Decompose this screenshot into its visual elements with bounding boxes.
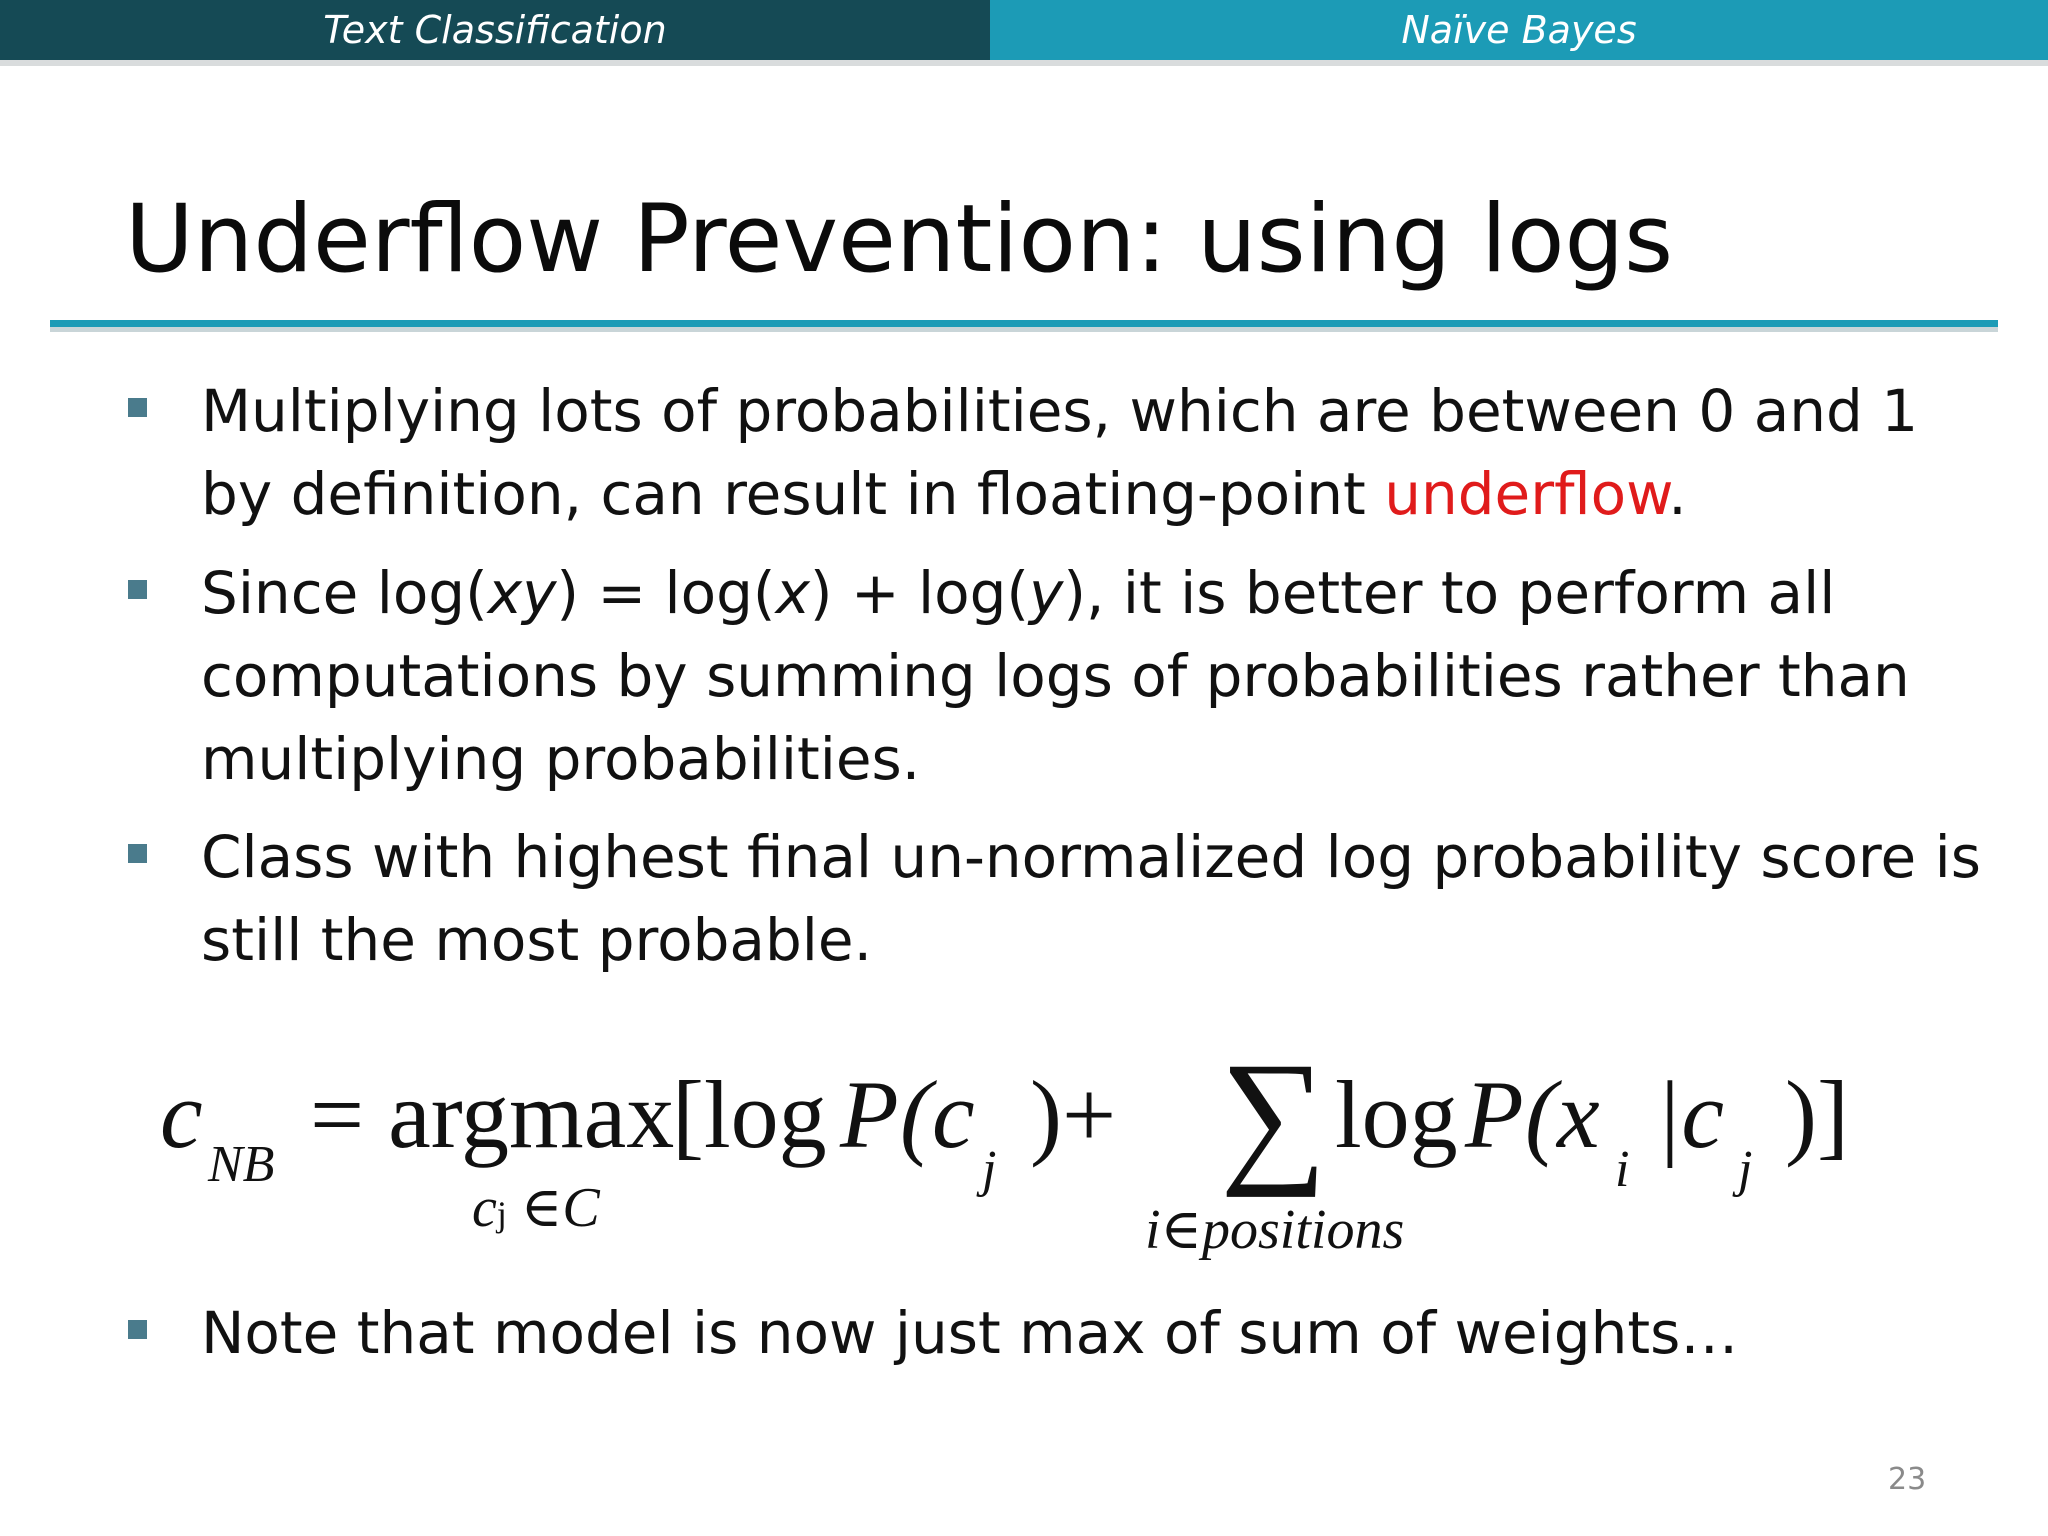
text-span: ), it is better to perform all xyxy=(1063,559,1836,627)
formula-j2-subscript: j xyxy=(1738,1141,1753,1198)
bullet-log-identity xyxy=(128,552,1928,802)
text-span: . xyxy=(1668,460,1687,528)
header-shadow xyxy=(0,60,2048,66)
bullet-line: Multiplying lots of probabilities, which are between 0 and 1 xyxy=(201,377,1919,445)
text-span: x xyxy=(775,559,810,627)
text-span: ) + log( xyxy=(809,559,1030,627)
header-bar xyxy=(0,0,2048,60)
text-span: xy xyxy=(487,559,557,627)
text-span: by definition, can result in floating-point xyxy=(201,460,1385,528)
title-underline-shadow xyxy=(50,327,1998,332)
formula-p2: P xyxy=(1465,1061,1524,1168)
title-underline xyxy=(50,320,1998,327)
text-span: ) = log( xyxy=(556,559,776,627)
formula-argmax: = argmax xyxy=(310,1061,675,1168)
formula-close: )] xyxy=(1785,1061,1849,1168)
bullet-line xyxy=(201,552,1981,635)
text-span: ∈C xyxy=(506,1177,600,1239)
bullet-line: Class with highest final un-normalized log probability score is xyxy=(201,823,1981,891)
bullet-line: computations by summing logs of probabilities rather than xyxy=(201,642,1910,710)
naive-bayes-log-formula xyxy=(160,1032,1880,1280)
formula-lhs-subscript: NB xyxy=(208,1136,275,1193)
formula-p2-arg: (x xyxy=(1525,1061,1600,1168)
bullet-text xyxy=(201,370,1981,536)
bullet-line: Note that model is now just max of sum of weights… xyxy=(201,1299,1739,1367)
text-span: Since log( xyxy=(201,559,488,627)
page-number: 23 xyxy=(1888,1462,1927,1497)
bullet-square-icon xyxy=(128,1320,147,1339)
bullet-line: multiplying probabilities. xyxy=(201,725,921,793)
sum-symbol: ∑ xyxy=(1220,1032,1327,1198)
formula-p-arg: (c xyxy=(900,1061,975,1168)
bullet-text xyxy=(201,552,1981,801)
bullet-line: still the most probable. xyxy=(201,906,873,974)
bullet-max-sum-weights xyxy=(128,1292,1928,1382)
bullet-square-icon xyxy=(128,398,147,417)
formula-plus: )+ xyxy=(1030,1061,1117,1168)
bullet-highest-score xyxy=(128,816,1981,986)
bullet-square-icon xyxy=(128,844,147,863)
bullet-square-icon xyxy=(128,580,147,599)
formula-given: |c xyxy=(1655,1061,1724,1168)
bullet-underflow xyxy=(128,370,1928,540)
text-span: j xyxy=(496,1194,507,1234)
bullet-line xyxy=(201,453,1981,536)
formula-p: P xyxy=(840,1061,899,1168)
slide-title: Underflow Prevention: using logs xyxy=(125,185,1674,294)
text-span: y xyxy=(1029,559,1064,627)
formula-i-subscript: i xyxy=(1615,1141,1630,1198)
text-span: c xyxy=(472,1177,497,1239)
bullet-text xyxy=(201,1292,1981,1375)
header-section-right: Naïve Bayes xyxy=(990,0,2048,60)
formula-lhs: c xyxy=(160,1061,203,1168)
formula-log-term: [log xyxy=(672,1061,827,1168)
argmax-subscript xyxy=(472,1178,600,1244)
formula-log2: log xyxy=(1335,1061,1458,1168)
bullet-text xyxy=(201,816,1981,982)
header-section-left: Text Classification xyxy=(0,0,990,60)
sum-subscript: i∈positions xyxy=(1145,1199,1405,1261)
formula-j-subscript: j xyxy=(982,1141,997,1198)
highlight-underflow: underflow xyxy=(1384,460,1669,528)
